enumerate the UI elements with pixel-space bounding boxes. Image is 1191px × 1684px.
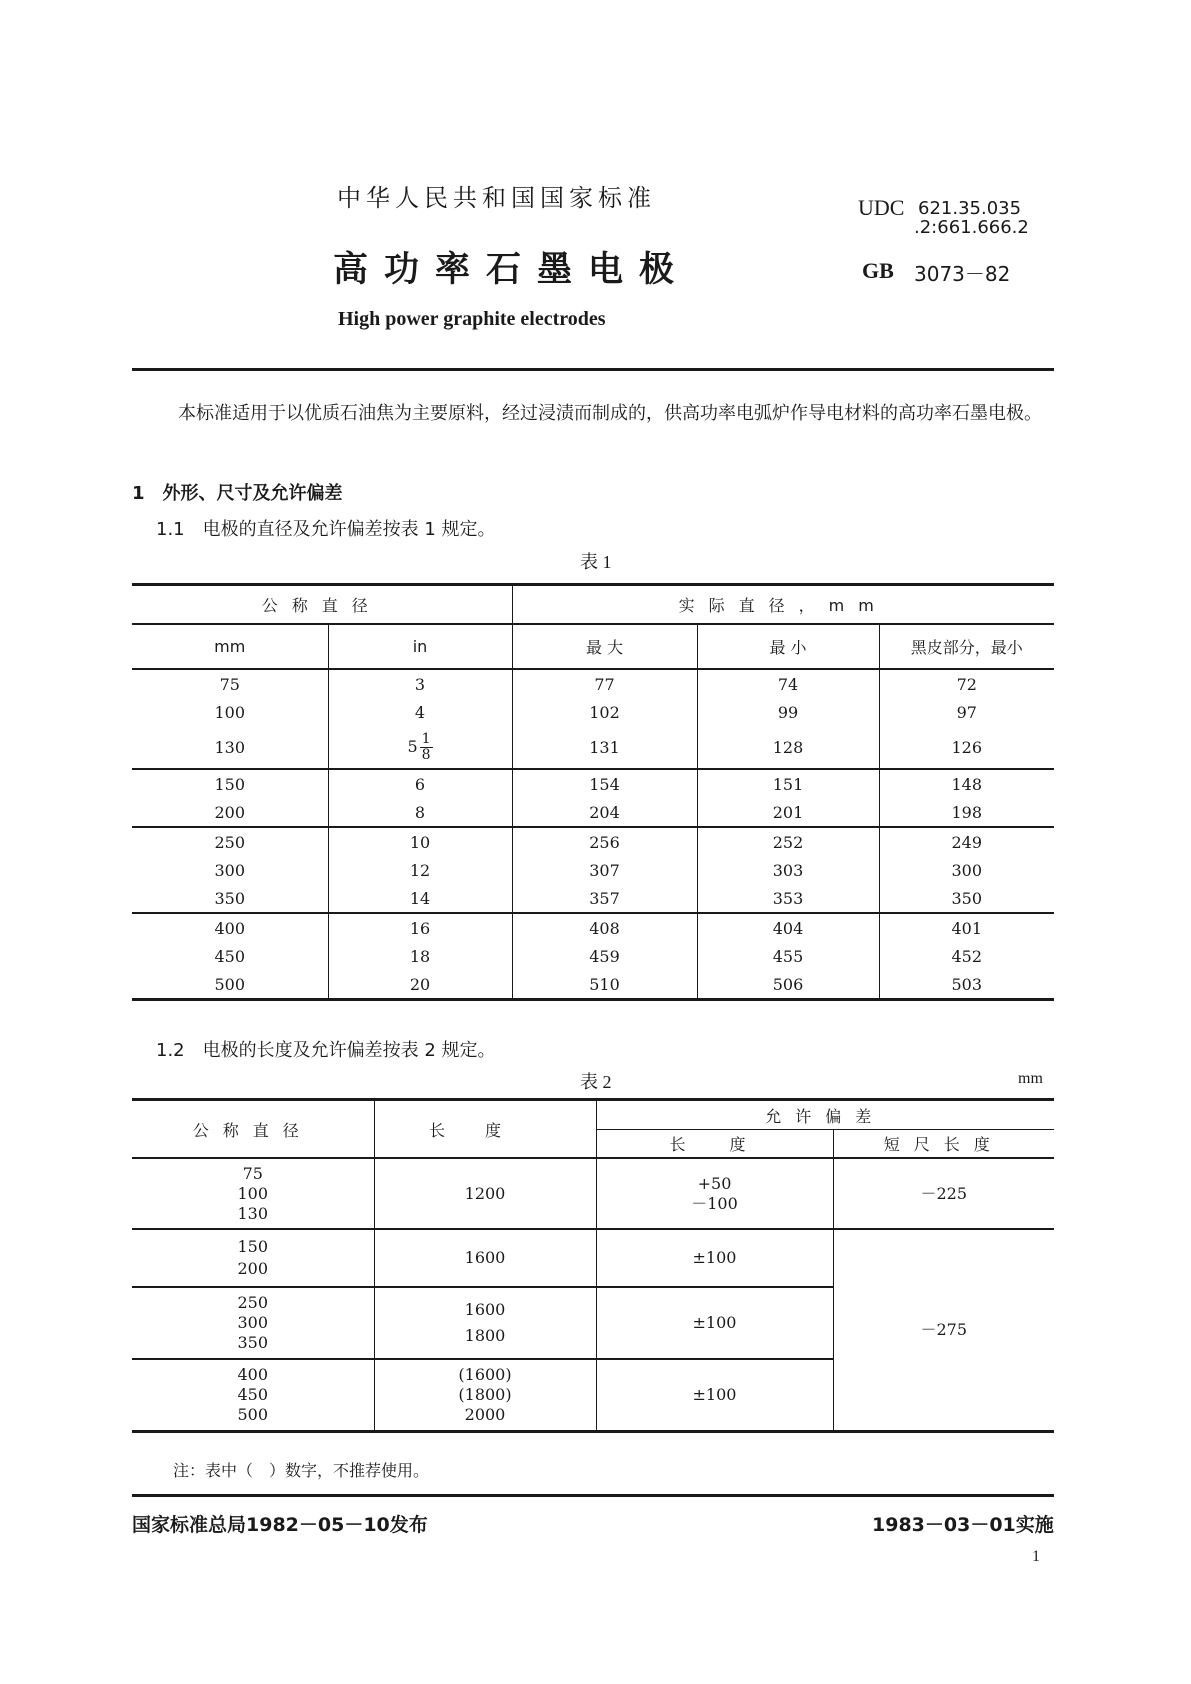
- cell: 8: [328, 798, 512, 827]
- header-length: 长度: [374, 1100, 596, 1159]
- table-row: [132, 1158, 1054, 1229]
- cell: 307: [512, 856, 697, 884]
- cell: 303: [697, 856, 879, 884]
- header-divider: [132, 368, 1054, 371]
- diameter-value: 100: [237, 1183, 269, 1203]
- table-row: [132, 827, 1054, 856]
- length-value: (1800): [458, 1384, 512, 1404]
- col-min: 最 小: [697, 624, 879, 669]
- cell-tolerance: ±100: [596, 1229, 833, 1287]
- cell: 201: [697, 798, 879, 827]
- cell-tolerance: ±100: [596, 1359, 833, 1431]
- cell: 404: [697, 913, 879, 942]
- cell: 3: [328, 669, 512, 698]
- diameter-value: 500: [237, 1404, 269, 1424]
- gb-number: 3073－82: [914, 262, 1011, 286]
- cell: 503: [879, 970, 1054, 1000]
- effective-date: 1983－03－01实施: [872, 1514, 1054, 1536]
- cell: 452: [879, 942, 1054, 970]
- header-nominal-diameter: 公称直径: [132, 1100, 374, 1159]
- table2-caption: 表 2: [580, 1072, 612, 1092]
- cell-tolerance: ±100: [596, 1287, 833, 1359]
- cell: 10: [328, 827, 512, 856]
- cell: 72: [879, 669, 1054, 698]
- english-title: High power graphite electrodes: [338, 308, 606, 330]
- cell-diameters: [132, 1229, 374, 1287]
- diameter-value: 130: [237, 1203, 269, 1223]
- table-row: [132, 856, 1054, 884]
- cell: 350: [214, 888, 246, 908]
- diameter-value: 150: [237, 1237, 269, 1256]
- header-nominal-diameter: 公称直径: [132, 585, 512, 625]
- cell: 252: [697, 827, 879, 856]
- cell: 102: [512, 698, 697, 726]
- cell: 20: [328, 970, 512, 1000]
- table-row: [132, 698, 1054, 726]
- table-row: [132, 669, 1054, 698]
- cell: 200: [214, 802, 246, 822]
- cell: 204: [512, 798, 697, 827]
- cell-length: [374, 1359, 596, 1431]
- cell: 148: [879, 769, 1054, 798]
- cell: 14: [328, 884, 512, 913]
- fraction: [420, 732, 433, 763]
- cell-length: [374, 1287, 596, 1359]
- cell: 4: [328, 698, 512, 726]
- length-value: 2000: [464, 1404, 506, 1424]
- length-value: 1800: [464, 1326, 506, 1345]
- diameter-value: 400: [237, 1364, 269, 1384]
- diameter-value: 250: [237, 1293, 269, 1312]
- udc-code-line2: .2:661.666.2: [914, 217, 1029, 238]
- length-table: [132, 1098, 1054, 1433]
- header-actual-diameter: 实际直径，mm: [512, 585, 1054, 625]
- cell: 99: [697, 698, 879, 726]
- header-tol-short: 短尺长度: [833, 1130, 1054, 1159]
- cell: 6: [328, 769, 512, 798]
- cell-short-length: －225: [833, 1158, 1054, 1229]
- header-tol-length: 长 度: [596, 1130, 833, 1159]
- cell: 18: [328, 942, 512, 970]
- cell-diameters: [132, 1359, 374, 1431]
- length-value: 1600: [464, 1300, 506, 1319]
- cell-diameters: [132, 1287, 374, 1359]
- cell: 12: [328, 856, 512, 884]
- cell-tolerance: [596, 1158, 833, 1229]
- diameter-value: 350: [237, 1333, 269, 1352]
- diameter-value: 75: [242, 1163, 263, 1183]
- col-mm: mm: [132, 624, 328, 669]
- cell: 455: [697, 942, 879, 970]
- udc-label: UDC: [858, 195, 905, 220]
- cell: 408: [512, 913, 697, 942]
- cell: 16: [328, 913, 512, 942]
- table-row: [132, 769, 1054, 798]
- cell: 154: [512, 769, 697, 798]
- cell: 198: [879, 798, 1054, 827]
- table-row: [132, 942, 1054, 970]
- cell: 75: [219, 674, 240, 694]
- cell: 100: [214, 702, 246, 722]
- cell: 150: [132, 769, 328, 798]
- cell: 249: [879, 827, 1054, 856]
- cell: 74: [697, 669, 879, 698]
- diameter-value: 450: [237, 1384, 269, 1404]
- cell: 401: [879, 913, 1054, 942]
- table1-caption: 表 1: [580, 552, 612, 572]
- cell: 130: [214, 737, 246, 757]
- table-row: [132, 913, 1054, 942]
- col-max: 最 大: [512, 624, 697, 669]
- header-tolerance: 允许偏差: [596, 1100, 1054, 1130]
- cell: 131: [512, 726, 697, 769]
- issue-date: 国家标准总局1982－05－10发布: [132, 1514, 428, 1536]
- diameter-value: 300: [237, 1313, 269, 1332]
- cell: 350: [879, 884, 1054, 913]
- fraction-whole: 5: [407, 736, 418, 756]
- cell: 97: [879, 698, 1054, 726]
- table2-unit: mm: [1018, 1070, 1043, 1087]
- cell: 256: [512, 827, 697, 856]
- col-in: in: [328, 624, 512, 669]
- cell: 353: [697, 884, 879, 913]
- standard-category: 中华人民共和国国家标准: [337, 184, 656, 212]
- tolerance-value: －100: [691, 1193, 738, 1213]
- table-row: [132, 726, 1054, 769]
- table-row: [132, 970, 1054, 1000]
- cell-short-length: －275: [833, 1229, 1054, 1431]
- page-number: 1: [1032, 1548, 1040, 1565]
- cell: 77: [512, 669, 697, 698]
- cell: 400: [132, 913, 328, 942]
- cell: 250: [132, 827, 328, 856]
- footer-divider: [132, 1494, 1054, 1497]
- cell: 500: [214, 974, 246, 994]
- cell: 510: [512, 970, 697, 1000]
- clause-1-1: 1.1 电极的直径及允许偏差按表 1 规定。: [156, 519, 496, 540]
- table-row: [132, 1229, 1054, 1287]
- cell: 506: [697, 970, 879, 1000]
- length-value: (1600): [458, 1364, 512, 1384]
- cell-length: 1600: [374, 1229, 596, 1287]
- page-title: 高功率石墨电极: [333, 250, 691, 290]
- fraction-denominator: 8: [421, 746, 431, 763]
- cell: 151: [697, 769, 879, 798]
- section-heading: 1 外形、尺寸及允许偏差: [132, 483, 343, 504]
- cell: 357: [512, 884, 697, 913]
- scope-paragraph: 本标准适用于以优质石油焦为主要原料，经过浸渍而制成的，供高功率电弧炉作导电材料的高功率石墨电极。: [178, 403, 1042, 424]
- cell-fraction: [328, 726, 512, 769]
- diameter-table: [132, 583, 1054, 1001]
- cell: 300: [879, 856, 1054, 884]
- cell: 128: [697, 726, 879, 769]
- cell: 459: [512, 942, 697, 970]
- cell: 300: [214, 860, 246, 880]
- clause-1-2: 1.2 电极的长度及允许偏差按表 2 规定。: [156, 1040, 496, 1061]
- cell: 450: [214, 946, 246, 966]
- col-black-min: 黑皮部分，最小: [879, 624, 1054, 669]
- fraction-numerator: 1: [421, 730, 431, 747]
- table-row: [132, 798, 1054, 827]
- udc-code-line1: 621.35.035: [918, 198, 1022, 219]
- table-row: [132, 884, 1054, 913]
- tolerance-value: +50: [697, 1173, 732, 1193]
- cell: 126: [879, 726, 1054, 769]
- table-note: 注：表中（ ）数字，不推荐使用。: [173, 1461, 430, 1480]
- gb-label: GB: [862, 258, 894, 283]
- cell-diameters: [132, 1158, 374, 1229]
- cell-length: 1200: [374, 1158, 596, 1229]
- diameter-value: 200: [237, 1259, 269, 1278]
